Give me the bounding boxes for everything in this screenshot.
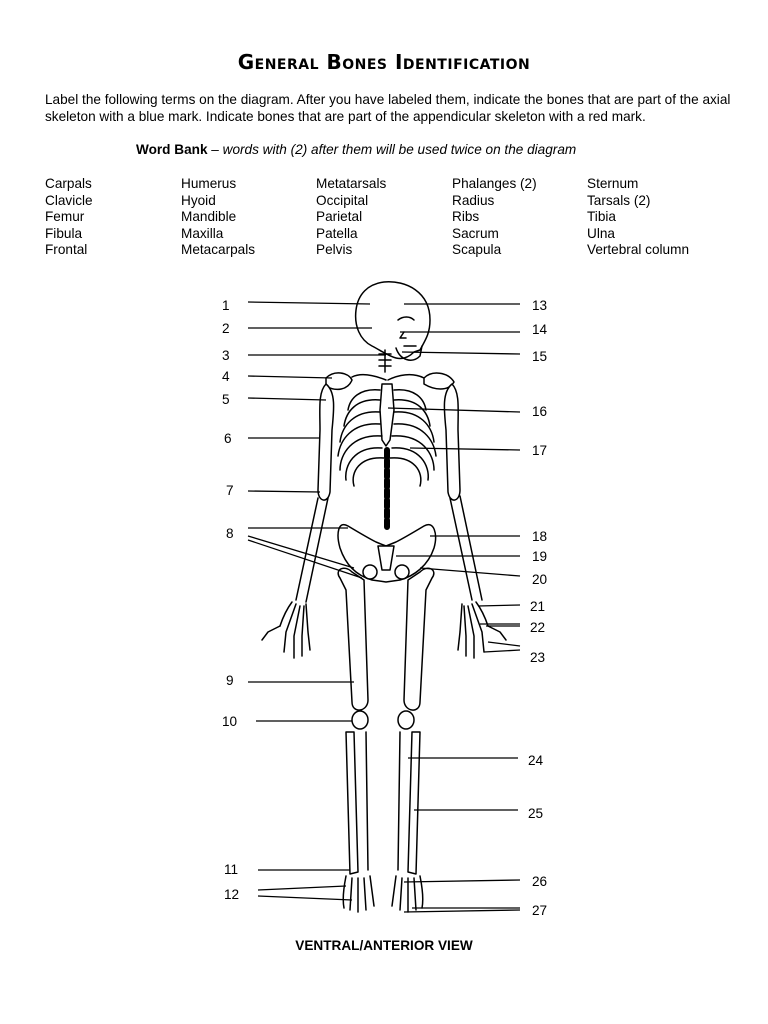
word-bank-term: Humerus <box>181 176 237 191</box>
label-17: 17 <box>532 443 548 458</box>
cranium <box>356 282 430 359</box>
label-25: 25 <box>528 806 544 821</box>
word-bank-term: Mandible <box>181 209 237 224</box>
label-12: 12 <box>224 887 240 902</box>
label-23: 23 <box>530 650 546 665</box>
left-foot <box>343 876 374 912</box>
label-13: 13 <box>532 298 548 313</box>
word-bank-term: Metatarsals <box>316 176 387 191</box>
label-4: 4 <box>222 369 230 384</box>
label-3: 3 <box>222 348 230 363</box>
right-hand <box>458 602 506 658</box>
label-27: 27 <box>532 903 548 918</box>
right-ulna <box>460 496 482 600</box>
left-hand <box>262 602 310 658</box>
left-fibula <box>366 732 368 870</box>
left-ulna <box>306 498 328 602</box>
word-bank-term: Scapula <box>452 242 502 257</box>
label-10: 10 <box>222 714 238 729</box>
word-bank-term: Frontal <box>45 242 88 257</box>
label-9: 9 <box>226 673 234 688</box>
label-16: 16 <box>532 404 548 419</box>
word-bank-column-1 <box>45 176 93 259</box>
right-clavicle <box>388 375 424 380</box>
label-24: 24 <box>528 753 544 768</box>
page-title: General Bones Identification <box>237 50 531 74</box>
left-clavicle <box>352 375 386 380</box>
word-bank-term: Sternum <box>587 176 639 191</box>
word-bank-column-3 <box>316 176 386 259</box>
left-obturator <box>363 565 377 579</box>
left-tibia <box>346 732 358 874</box>
label-19: 19 <box>532 549 548 564</box>
skeleton-diagram <box>0 280 768 930</box>
word-bank-term: Ribs <box>452 209 480 224</box>
label-22: 22 <box>530 620 546 635</box>
right-femur <box>404 568 434 710</box>
label-5: 5 <box>222 392 230 407</box>
word-bank-term: Vertebral column <box>587 242 690 257</box>
diagram-caption: VENTRAL/ANTERIOR VIEW <box>295 938 473 953</box>
skeleton-drawing <box>262 282 506 912</box>
left-radius <box>296 498 318 600</box>
right-tibia <box>408 732 420 874</box>
word-bank-term: Tarsals (2) <box>587 192 651 208</box>
left-humerus <box>318 384 334 500</box>
right-radius <box>450 498 472 600</box>
label-7: 7 <box>226 483 234 498</box>
label-18: 18 <box>532 529 548 544</box>
word-bank-term: Maxilla <box>181 225 224 241</box>
word-bank-term: Tibia <box>587 209 616 224</box>
cervical-vertebrae <box>379 350 391 372</box>
label-21: 21 <box>530 599 546 614</box>
left-scapula <box>326 373 352 389</box>
word-bank-term: Pelvis <box>316 242 353 257</box>
word-bank-term: Hyoid <box>181 192 216 208</box>
word-bank-term: Occipital <box>316 192 369 208</box>
left-patella <box>352 711 368 729</box>
left-femur <box>338 568 368 710</box>
word-bank-column-4 <box>452 176 537 259</box>
word-bank-term: Sacrum <box>452 225 499 241</box>
word-bank-term: Femur <box>45 209 85 224</box>
right-fibula <box>398 732 400 870</box>
label-2: 2 <box>222 321 230 336</box>
word-bank-heading: Word Bank – words with (2) after them will be used twice on the diagram <box>136 142 577 157</box>
right-patella <box>398 711 414 729</box>
word-bank-note: words with (2) after them will be used twice on the diagram <box>222 142 577 157</box>
word-bank-term: Clavicle <box>45 192 93 208</box>
label-11: 11 <box>224 862 239 877</box>
label-26: 26 <box>532 874 548 889</box>
label-8: 8 <box>226 526 234 541</box>
right-obturator <box>395 565 409 579</box>
word-bank-term: Parietal <box>316 209 363 224</box>
word-bank-term: Patella <box>316 225 358 241</box>
word-bank-column-5 <box>587 176 689 259</box>
word-bank-term: Phalanges (2) <box>452 176 537 191</box>
word-bank-term: Carpals <box>45 176 92 191</box>
right-humerus <box>444 384 460 500</box>
word-bank-term: Radius <box>452 192 495 208</box>
label-6: 6 <box>224 431 232 446</box>
word-bank-column-2 <box>181 176 255 259</box>
instructions: Label the following terms on the diagram. After you have labeled them, indicate the bones that are part of the axial skeleton with a blue mark. Indicate bones that are part of the appendicular skeleton with a red mark. <box>45 92 731 124</box>
word-bank-label: Word Bank <box>136 142 208 157</box>
label-1: 1 <box>222 298 230 313</box>
label-15: 15 <box>532 349 548 364</box>
label-14: 14 <box>532 322 548 337</box>
word-bank-term: Metacarpals <box>181 242 256 257</box>
word-bank-term: Fibula <box>45 225 83 241</box>
label-20: 20 <box>532 572 548 587</box>
word-bank-term: Ulna <box>587 225 615 241</box>
